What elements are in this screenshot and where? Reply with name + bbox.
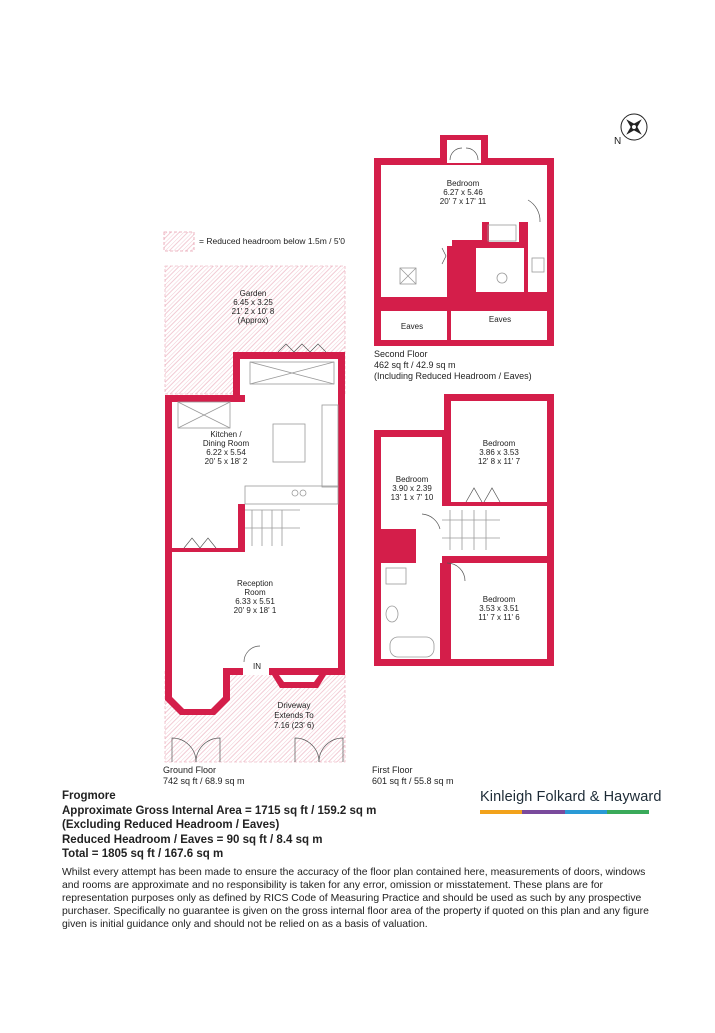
compass-north-label: N — [614, 136, 622, 147]
eaves-right-label: Eaves — [488, 315, 512, 324]
brand-bar-segment — [607, 810, 649, 814]
brand-logo-text: Kinleigh Folkard & Hayward — [480, 789, 662, 805]
legend-text: = Reduced headroom below 1.5m / 5'0 — [199, 236, 345, 246]
reduced-headroom-area: Reduced Headroom / Eaves = 90 sq ft / 8.4 sq m — [62, 833, 323, 846]
svg-text:20' 9 x 18' 1: 20' 9 x 18' 1 — [233, 606, 277, 615]
svg-text:Extends To: Extends To — [274, 711, 314, 720]
reception-label — [234, 579, 277, 615]
svg-text:13' 1 x 7' 10: 13' 1 x 7' 10 — [390, 493, 434, 502]
eaves-left-label: Eaves — [400, 322, 424, 331]
svg-text:7.16 (23' 6): 7.16 (23' 6) — [273, 721, 315, 730]
entrance-label: IN — [253, 662, 261, 671]
svg-text:6.27 x 5.46: 6.27 x 5.46 — [443, 188, 483, 197]
svg-text:(Approx): (Approx) — [237, 316, 269, 325]
second-floor-plan — [374, 135, 554, 346]
second-floor-title: Second Floor — [374, 349, 428, 359]
svg-text:Kitchen /: Kitchen / — [210, 430, 242, 439]
svg-text:12' 8 x 11' 7: 12' 8 x 11' 7 — [477, 457, 521, 466]
first-floor-bedroom-left-label — [391, 475, 434, 502]
svg-text:Bedroom: Bedroom — [395, 475, 429, 484]
svg-text:Garden: Garden — [239, 289, 267, 298]
first-floor-bedroom-bottom-label — [478, 595, 520, 622]
total-area: Total = 1805 sq ft / 167.6 sq m — [62, 848, 224, 861]
property-name: Frogmore — [62, 790, 116, 802]
first-floor-plan — [374, 394, 554, 666]
svg-text:Bedroom: Bedroom — [482, 439, 516, 448]
svg-text:6.45 x 3.25: 6.45 x 3.25 — [233, 298, 273, 307]
svg-text:Reception: Reception — [236, 579, 274, 588]
svg-text:3.53 x 3.51: 3.53 x 3.51 — [479, 604, 519, 613]
svg-text:6.22 x 5.54: 6.22 x 5.54 — [206, 448, 246, 457]
brand-bar-segment — [522, 810, 564, 814]
disclaimer-text: Whilst every attempt has been made to ensure the accuracy of the floor plan contained here, measurements of doors, windows and rooms are approximate and no responsibility is taken for any error, omission or misstatement. These plans are for representation purposes only as defined by RICS Code of Measuring Practice and should be used as such by any prospective purchaser. Specifically no guarantee is given on the gross internal floor area of the property if quoted on this plan and any figure given is initial guidance only and should not be relied on as a basis of valuation. — [62, 867, 649, 930]
legend — [164, 232, 345, 251]
ground-floor-area: 742 sq ft / 68.9 sq m — [163, 776, 245, 786]
brand-bar-segment — [565, 810, 607, 814]
ground-floor-title: Ground Floor — [163, 765, 217, 775]
second-floor-caption — [374, 349, 532, 382]
compass-icon — [621, 114, 647, 140]
svg-text:20' 5 x 18' 2: 20' 5 x 18' 2 — [204, 457, 248, 466]
gross-area-note: (Excluding Reduced Headroom / Eaves) — [62, 819, 280, 832]
svg-text:3.90 x 2.39: 3.90 x 2.39 — [392, 484, 432, 493]
svg-text:21' 2 x 10' 8: 21' 2 x 10' 8 — [231, 307, 275, 316]
brand-bar-segment — [480, 810, 522, 814]
first-floor-area: 601 sq ft / 55.8 sq m — [372, 776, 454, 786]
brand-color-bar — [480, 810, 649, 814]
svg-text:3.86 x 3.53: 3.86 x 3.53 — [479, 448, 519, 457]
svg-text:Dining Room: Dining Room — [202, 439, 250, 448]
ground-floor-plan — [165, 266, 345, 762]
first-floor-caption — [372, 765, 454, 787]
area-summary — [62, 789, 376, 862]
first-floor-bedroom-top-label — [478, 439, 521, 466]
driveway-label — [274, 701, 315, 730]
second-floor-note: (Including Reduced Headroom / Eaves) — [374, 371, 532, 381]
legend-swatch — [164, 232, 194, 251]
svg-text:Room: Room — [244, 588, 266, 597]
svg-text:Bedroom: Bedroom — [446, 179, 480, 188]
svg-text:Driveway: Driveway — [277, 701, 311, 710]
svg-text:6.33 x 5.51: 6.33 x 5.51 — [235, 597, 275, 606]
second-floor-area: 462 sq ft / 42.9 sq m — [374, 360, 456, 370]
gross-area: Approximate Gross Internal Area = 1715 sq ft / 159.2 sq m — [62, 804, 377, 817]
svg-text:20' 7 x 17' 11: 20' 7 x 17' 11 — [439, 197, 487, 206]
ground-floor-caption — [163, 765, 245, 787]
svg-text:11' 7 x 11' 6: 11' 7 x 11' 6 — [478, 613, 520, 622]
first-floor-title: First Floor — [372, 765, 413, 775]
svg-text:Bedroom: Bedroom — [482, 595, 516, 604]
